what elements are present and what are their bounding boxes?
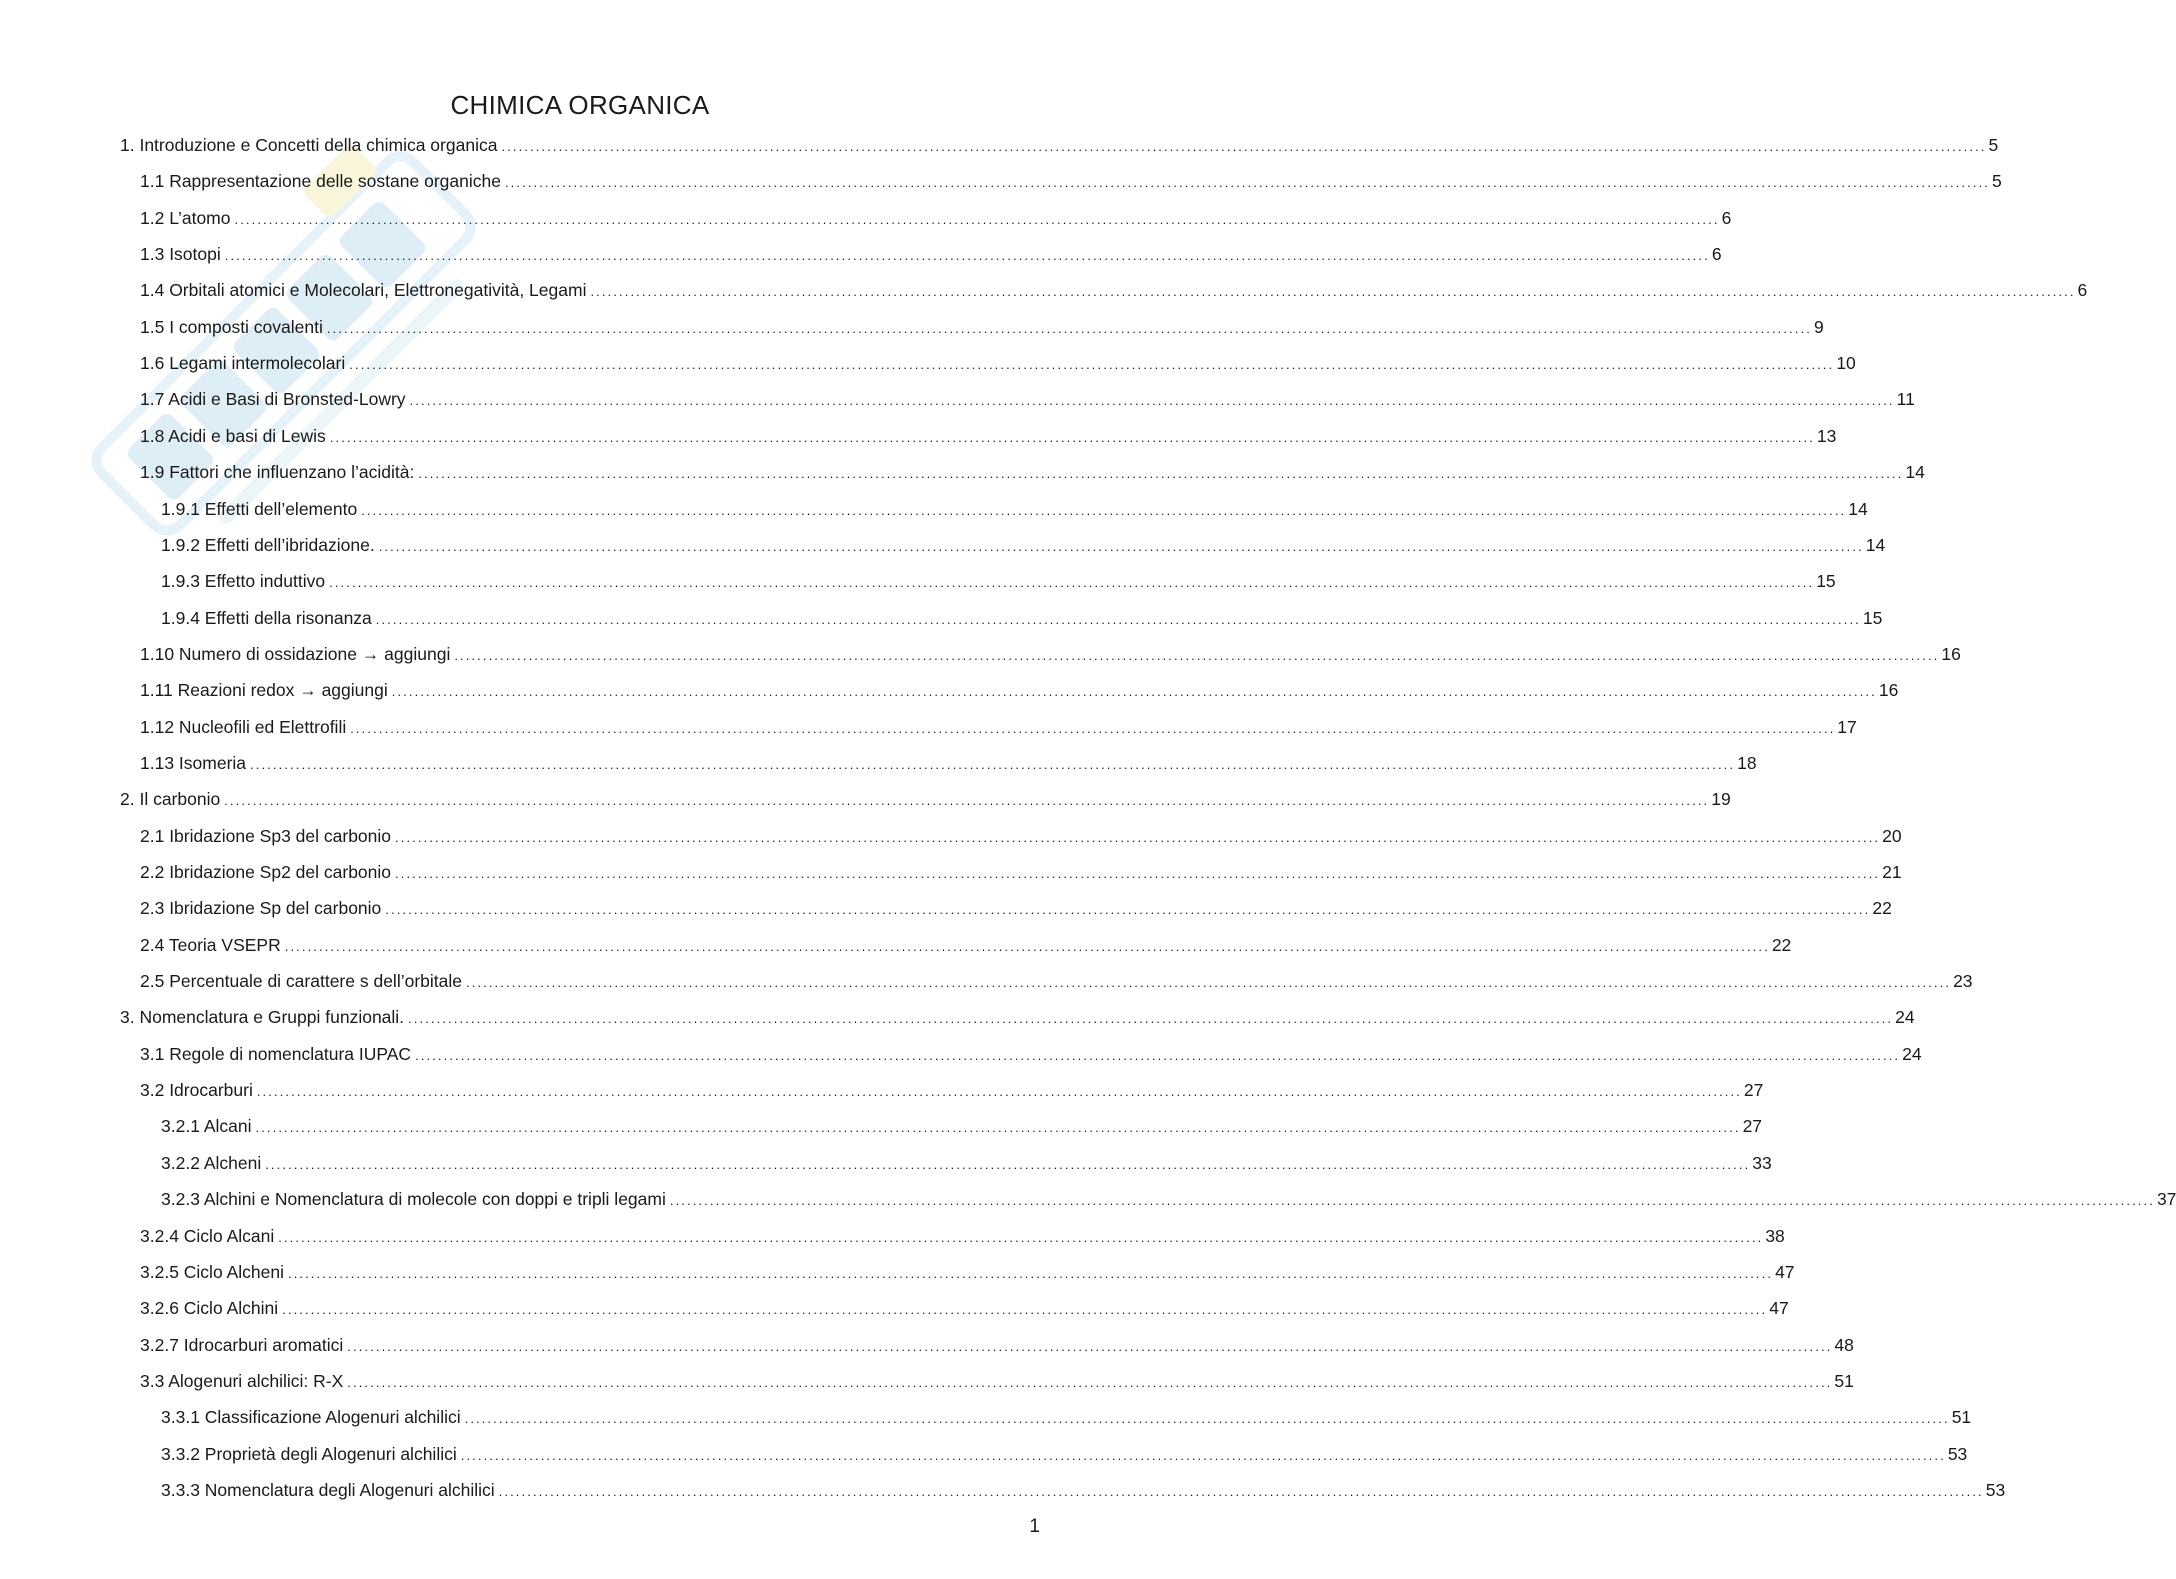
toc-entry-page: 11	[1896, 389, 1915, 410]
toc-entry[interactable]	[161, 496, 1868, 520]
toc-leader-dots: ....................................................................................................................................................................................................................................................................	[498, 1483, 1984, 1499]
toc-leader-dots: ....................................................................................................................................................................................................................................................................	[278, 1229, 1764, 1245]
toc-leader-dots: ....................................................................................................................................................................................................................................................................	[224, 793, 1710, 809]
toc-entry-label: 3.2.2 Alcheni	[161, 1152, 262, 1173]
toc-entry-label: 3.3.3 Nomenclatura degli Alogenuri alchilici	[161, 1479, 495, 1500]
toc-entry-page: 5	[1988, 135, 1999, 155]
toc-leader-dots: ....................................................................................................................................................................................................................................................................	[350, 720, 1836, 736]
toc-entry[interactable]	[140, 968, 1973, 992]
toc-leader-dots: ....................................................................................................................................................................................................................................................................	[464, 1411, 1950, 1427]
toc-entry[interactable]	[140, 677, 1899, 701]
toc-entry-page: 14	[1865, 534, 1886, 555]
toc-entry-label: 3.1 Regole di nomenclatura IUPAC	[140, 1043, 412, 1064]
toc-entry-page: 24	[1902, 1043, 1922, 1064]
toc-entry[interactable]	[161, 1150, 1772, 1174]
toc-entry-page: 5	[1992, 171, 2002, 192]
toc-entry-label: 1.1 Rappresentazione delle sostane organiche	[140, 171, 501, 192]
toc-entry-label: 3. Nomenclatura e Gruppi funzionali.	[120, 1007, 405, 1028]
toc-entry-page: 6	[1711, 244, 1722, 265]
toc-entry-label: 3.3.2 Proprietà degli Alogenuri alchilici	[161, 1443, 457, 1464]
toc-entry[interactable]	[161, 605, 1883, 629]
toc-entry-page: 13	[1816, 425, 1837, 446]
toc-entry[interactable]	[140, 714, 1857, 738]
toc-entry-label: 3.3.1 Classificazione Alogenuri alchilici	[161, 1407, 461, 1428]
toc-entry[interactable]	[140, 859, 1902, 883]
toc-leader-dots: ....................................................................................................................................................................................................................................................................	[504, 175, 1991, 191]
toc-entry[interactable]	[120, 786, 1731, 810]
page-number: 1	[1029, 1516, 1040, 1537]
toc-entry-page: 27	[1742, 1116, 1763, 1137]
toc-entry-page: 18	[1737, 752, 1757, 773]
toc-leader-dots: ....................................................................................................................................................................................................................................................................	[395, 829, 1881, 845]
toc-leader-dots: ....................................................................................................................................................................................................................................................................	[415, 1047, 1901, 1063]
toc-entry[interactable]	[161, 1113, 1763, 1137]
toc-entry-label: 3.2.1 Alcani	[161, 1116, 252, 1137]
toc-entry-label: 3.2.3 Alchini e Nomenclatura di molecole con doppi e tripli legami	[161, 1189, 666, 1210]
toc-entry-page: 38	[1765, 1225, 1785, 1246]
toc-leader-dots: ....................................................................................................................................................................................................................................................................	[250, 756, 1736, 772]
toc-entry[interactable]	[140, 641, 1961, 665]
toc-entry[interactable]	[161, 532, 1886, 556]
toc-entry-page: 15	[1862, 607, 1883, 628]
toc-leader-dots: ....................................................................................................................................................................................................................................................................	[284, 938, 1770, 954]
toc-entry-label: 2.4 Teoria VSEPR	[140, 934, 281, 955]
toc-entry[interactable]	[140, 205, 1732, 229]
toc-leader-dots: ....................................................................................................................................................................................................................................................................	[255, 1120, 1741, 1136]
toc-leader-dots: ....................................................................................................................................................................................................................................................................	[590, 284, 2076, 300]
toc-entry[interactable]	[140, 1295, 1789, 1319]
toc-entry-page: 53	[1985, 1479, 2006, 1500]
toc-entry-label: 1.9.2 Effetti dell’ibridazione.	[161, 534, 375, 555]
toc-entry-label: 1.12 Nucleofili ed Elettrofili	[140, 716, 347, 737]
toc-leader-dots: ....................................................................................................................................................................................................................................................................	[408, 1011, 1894, 1027]
toc-leader-dots: ....................................................................................................................................................................................................................................................................	[224, 248, 1710, 264]
toc-entry-page: 20	[1882, 825, 1902, 846]
toc-entry-label: 1.5 I composti covalenti	[140, 316, 323, 337]
toc-entry-page: 6	[1721, 207, 1732, 228]
toc-entry-page: 19	[1711, 789, 1731, 810]
toc-entry-label: 1.3 Isotopi	[140, 244, 221, 265]
toc-entry-label: 1.6 Legami intermolecolari	[140, 353, 346, 374]
toc-leader-dots: ....................................................................................................................................................................................................................................................................	[329, 429, 1815, 445]
toc-leader-dots: ....................................................................................................................................................................................................................................................................	[669, 1193, 2155, 1209]
toc-leader-dots: ....................................................................................................................................................................................................................................................................	[395, 866, 1881, 881]
toc-entry-page: 22	[1771, 934, 1792, 955]
toc-entry[interactable]	[140, 1077, 1764, 1101]
toc-leader-dots: ....................................................................................................................................................................................................................................................................	[361, 502, 1847, 518]
toc-entry-page: 16	[1878, 680, 1899, 701]
toc-leader-dots: ....................................................................................................................................................................................................................................................................	[409, 393, 1895, 409]
toc-entry-page: 53	[1947, 1443, 1968, 1464]
toc-leader-dots: ....................................................................................................................................................................................................................................................................	[378, 538, 1864, 554]
toc-entry-page: 51	[1834, 1370, 1854, 1391]
toc-entry-label: 1.4 Orbitali atomici e Molecolari, Elettronegatività, Legami	[140, 280, 587, 301]
toc-entry[interactable]	[140, 241, 1722, 265]
toc-entry[interactable]	[140, 350, 1856, 374]
toc-entry-label: 1.2 L’atomo	[140, 207, 231, 228]
toc-entry[interactable]	[140, 314, 1824, 338]
toc-entry-label: 1.8 Acidi e basi di Lewis	[140, 425, 326, 446]
toc-entry[interactable]	[140, 1368, 1854, 1392]
toc-entry-page: 14	[1848, 498, 1868, 519]
toc-entry[interactable]	[140, 423, 1837, 447]
toc-entry-page: 15	[1816, 571, 1836, 592]
toc-entry-page: 47	[1775, 1261, 1795, 1282]
toc-entry-label: 2.5 Percentuale di carattere s dell’orbitale	[140, 971, 462, 992]
toc-entry-label: 1.11 Reazioni redox → aggiungi	[140, 680, 388, 701]
toc-entry[interactable]	[140, 932, 1792, 956]
toc-entry-page: 47	[1769, 1298, 1789, 1319]
toc-entry[interactable]	[161, 1477, 2006, 1501]
toc-entry-label: 2. Il carbonio	[120, 789, 221, 810]
toc-leader-dots: ....................................................................................................................................................................................................................................................................	[347, 1338, 1833, 1354]
toc-entry[interactable]	[140, 386, 1915, 410]
toc-leader-dots: ....................................................................................................................................................................................................................................................................	[501, 139, 1987, 154]
toc-entry-label: 2.3 Ibridazione Sp del carbonio	[140, 898, 382, 919]
toc-entry-page: 33	[1752, 1152, 1772, 1173]
toc-entry-label: 3.2.6 Ciclo Alchini	[140, 1298, 279, 1319]
toc-entry-page: 51	[1951, 1407, 1972, 1428]
toc-leader-dots: ....................................................................................................................................................................................................................................................................	[347, 1374, 1833, 1390]
toc-entry-page: 21	[1882, 862, 1902, 882]
toc-entry-page: 27	[1743, 1080, 1764, 1101]
toc-leader-dots: ....................................................................................................................................................................................................................................................................	[326, 320, 1812, 336]
toc-entry-label: 1.9.4 Effetti della risonanza	[161, 607, 372, 628]
toc-leader-dots: ....................................................................................................................................................................................................................................................................	[466, 975, 1952, 991]
toc-leader-dots: ....................................................................................................................................................................................................................................................................	[265, 1156, 1751, 1172]
toc-entry-page: 37	[2156, 1189, 2176, 1210]
toc-entry-label: 1.9 Fattori che influenzano l’acidità:	[140, 462, 415, 483]
toc-entry-label: 1.7 Acidi e Basi di Bronsted-Lowry	[140, 389, 406, 410]
toc-entry-label: 2.1 Ibridazione Sp3 del carbonio	[140, 825, 392, 846]
toc-entry-label: 1.9.1 Effetti dell’elemento	[161, 498, 358, 519]
toc-entry-page: 6	[2077, 280, 2088, 301]
toc-entry-page: 9	[1813, 316, 1824, 337]
toc-entry[interactable]	[140, 750, 1757, 774]
toc-entry-page: 24	[1895, 1007, 1915, 1028]
toc-entry-label: 1. Introduzione e Concetti della chimica organica	[120, 135, 498, 155]
toc-leader-dots: ....................................................................................................................................................................................................................................................................	[391, 684, 1877, 700]
toc-leader-dots: ....................................................................................................................................................................................................................................................................	[460, 1447, 1946, 1463]
toc-entry-label: 3.3 Alogenuri alchilici: R-X	[140, 1370, 344, 1391]
toc-entry-page: 17	[1837, 716, 1857, 737]
toc-entry[interactable]	[140, 895, 1892, 919]
toc-entry[interactable]	[161, 1441, 1968, 1465]
toc-entry-label: 1.13 Isomeria	[140, 752, 247, 773]
toc-entry-page: 14	[1905, 462, 1925, 483]
toc-entry-label: 3.2.7 Idrocarburi aromatici	[140, 1334, 344, 1355]
toc-leader-dots: ....................................................................................................................................................................................................................................................................	[287, 1265, 1774, 1281]
toc-leader-dots: ....................................................................................................................................................................................................................................................................	[454, 647, 1940, 663]
toc-entry[interactable]	[140, 1041, 1922, 1065]
toc-entry-label: 1.10 Numero di ossidazione → aggiungi	[140, 643, 451, 664]
toc-leader-dots: ....................................................................................................................................................................................................................................................................	[234, 211, 1720, 227]
toc-entry[interactable]	[140, 277, 2088, 301]
toc-entry[interactable]	[140, 1259, 1795, 1283]
toc-leader-dots: ....................................................................................................................................................................................................................................................................	[329, 575, 1815, 591]
toc-entry[interactable]	[120, 1004, 1915, 1028]
toc-entry[interactable]	[140, 1223, 1785, 1247]
toc-entry-page: 48	[1834, 1334, 1854, 1355]
toc-entry-label: 3.2.5 Ciclo Alcheni	[140, 1261, 284, 1282]
toc-entry-page: 22	[1872, 898, 1892, 919]
toc-leader-dots: ....................................................................................................................................................................................................................................................................	[282, 1302, 1768, 1318]
toc-entry-page: 10	[1836, 353, 1856, 374]
toc-entry[interactable]	[140, 823, 1902, 847]
toc-entry[interactable]	[161, 1404, 1972, 1428]
toc-entry-page: 16	[1941, 643, 1961, 664]
toc-entry-label: 3.2 Idrocarburi	[140, 1080, 253, 1101]
toc-leader-dots: ....................................................................................................................................................................................................................................................................	[385, 902, 1871, 918]
toc-entry[interactable]	[161, 1186, 2176, 1210]
toc-leader-dots: ....................................................................................................................................................................................................................................................................	[418, 466, 1904, 482]
toc-entry[interactable]	[161, 568, 1836, 592]
toc-entry-page: 23	[1953, 971, 1973, 992]
document-title: CHIMICA ORGANICA	[450, 90, 710, 120]
toc-leader-dots: ....................................................................................................................................................................................................................................................................	[256, 1084, 1742, 1100]
toc-entry[interactable]	[120, 132, 1999, 156]
toc-entry-label: 3.2.4 Ciclo Alcani	[140, 1225, 275, 1246]
toc-leader-dots: ....................................................................................................................................................................................................................................................................	[375, 611, 1861, 627]
toc-entry[interactable]	[140, 459, 1925, 483]
toc-entry[interactable]	[140, 1332, 1854, 1356]
toc-entry-label: 2.2 Ibridazione Sp2 del carbonio	[140, 862, 392, 882]
toc-leader-dots: ....................................................................................................................................................................................................................................................................	[349, 357, 1835, 373]
toc-entry[interactable]	[140, 168, 2002, 192]
toc-entry-label: 1.9.3 Effetto induttivo	[161, 571, 326, 592]
